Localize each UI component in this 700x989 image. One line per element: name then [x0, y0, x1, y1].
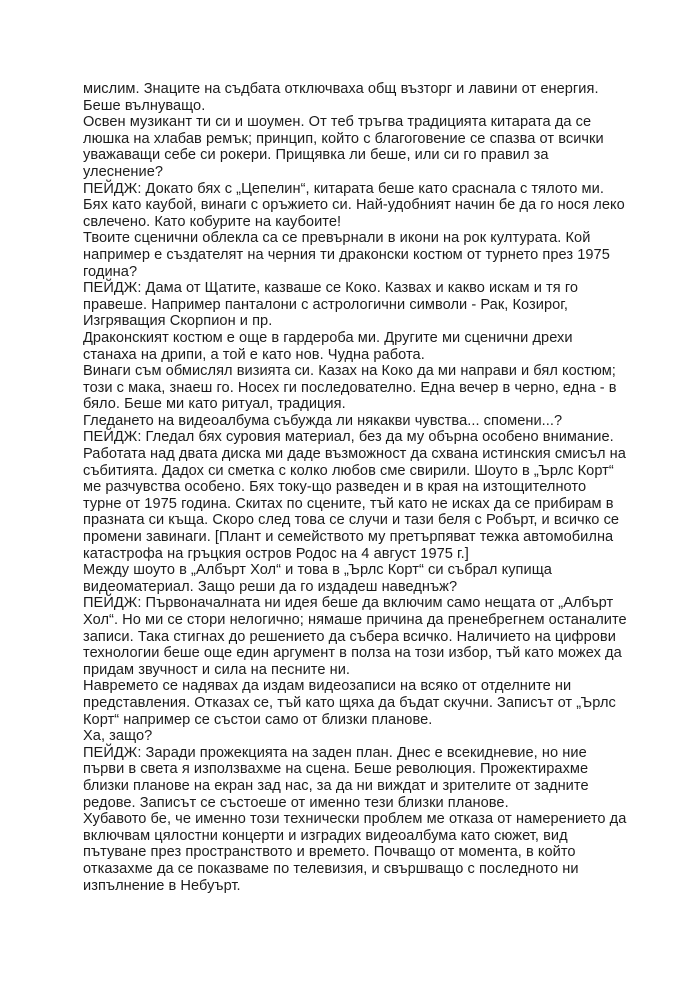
document-page	[83, 81, 628, 894]
paragraph: Гледането на видеоалбума събужда ли някакви чувства... спомени...?	[83, 412, 563, 429]
paragraph: Навремето се надявах да издам видеозаписи на всяко от отделните ни представления. Отказах се, тъй като щяха да бъдат скучни. Записът от „Ърлс Корт“ например се състои само от близки планове.	[83, 678, 616, 728]
paragraph: Ха, защо?	[83, 728, 153, 745]
paragraph: Твоите сценични облекла са се превърнали в икони на рок културата. Кой например е създателят на черния ти драконски костюм от турнето през 1975 година?	[83, 230, 610, 280]
paragraph: Винаги съм обмислял визията си. Казах на Коко да ми направи и бял костюм; този с мака, знаеш го. Носех ги последователно. Една вечер в черно, една - в бяло. Беше ми като ритуал, традиция.	[83, 363, 617, 413]
paragraph: ПЕЙДЖ: Дама от Щатите, казваше се Коко. Казвах и какво искам и тя го правеше. Например панталони с астрологични символи - Рак, Козирог, Изгряващия Скорпион и пр.	[83, 280, 579, 330]
paragraph: Между шоуто в „Албърт Хол“ и това в „Ърлс Корт“ си събрал купища видеоматериал. Защо реши да го издадеш наведнъж?	[83, 562, 552, 595]
paragraph: ПЕЙДЖ: Гледал бях суровия материал, без да му обърна особено внимание. Работата над двата диска ми даде възможност да схвана истинския смисъл на събитията. Дадох си сметка с колко любов сме свирили. Шоуто в „Ърлс Корт“ ме разчувства особено. Бях току-що разведен и в края на изтощителното турне от 1975 година. Скитах по сцените, тъй като не исках да се прибирам в празната си къща. Скоро след това се случи и тази беля с Робърт, и всичко се промени завинаги. [Плант и семейството му претърпяват тежка автомобилна катастрофа на гръцкия остров Родос на 4 август 1975 г.]	[83, 429, 626, 562]
paragraph: ПЕЙДЖ: Докато бях с „Цепелин“, китарата беше като сраснала с тялото ми. Бях като каубой, винаги с оръжието си. Най-удобният начин бе да го нося леко свлечено. Като кобурите на каубоите!	[83, 180, 625, 230]
paragraph: ПЕЙДЖ: Заради прожекцията на заден план. Днес е всекидневие, но ние първи в света я използвахме на сцена. Беше революция. Прожектирахме близки планове на екран зад нас, за да ни виждат и зрителите от задните редове. Записът се състоеше от именно тези близки планове.	[83, 744, 589, 811]
paragraph: Хубавото бе, че именно този технически проблем ме отказа от намерението да включвам цялостни концерти и изградих видеоалбума като сюжет, вид пътуване през пространството и времето. Почващо от момента, в който отказахме да се показваме по телевизия, и свършващо с последното ни изпълнение в Небуърт.	[83, 811, 627, 894]
paragraph: Беше вълнуващо.	[83, 97, 206, 114]
paragraph: мислим. Знаците на съдбата отключваха общ възторг и лавини от енергия.	[83, 81, 599, 97]
paragraph: Драконският костюм е още в гардероба ми. Другите ми сценични дрехи станаха на дрипи, а той е като нов. Чудна работа.	[83, 329, 573, 363]
paragraph: ПЕЙДЖ: Първоначалната ни идея беше да включим само нещата от „Албърт Хол“. Но ми се стори нелогично; нямаше причина да пренебрегнем останалите записи. Така стигнах до решението да събера всичко. Наличието на цифрови технологии беше още един аргумент в полза на този избор, тъй като можех да придам звучност и сила на песните ни.	[83, 595, 627, 678]
paragraph: Освен музикант ти си и шоумен. От теб тръгва традицията китарата да се люшка на хлабав ремък; принцип, който с благоговение се спазва от всички уважаващи себе си рокери. Прищявка ли беше, или си го правил за улеснение?	[83, 114, 604, 180]
